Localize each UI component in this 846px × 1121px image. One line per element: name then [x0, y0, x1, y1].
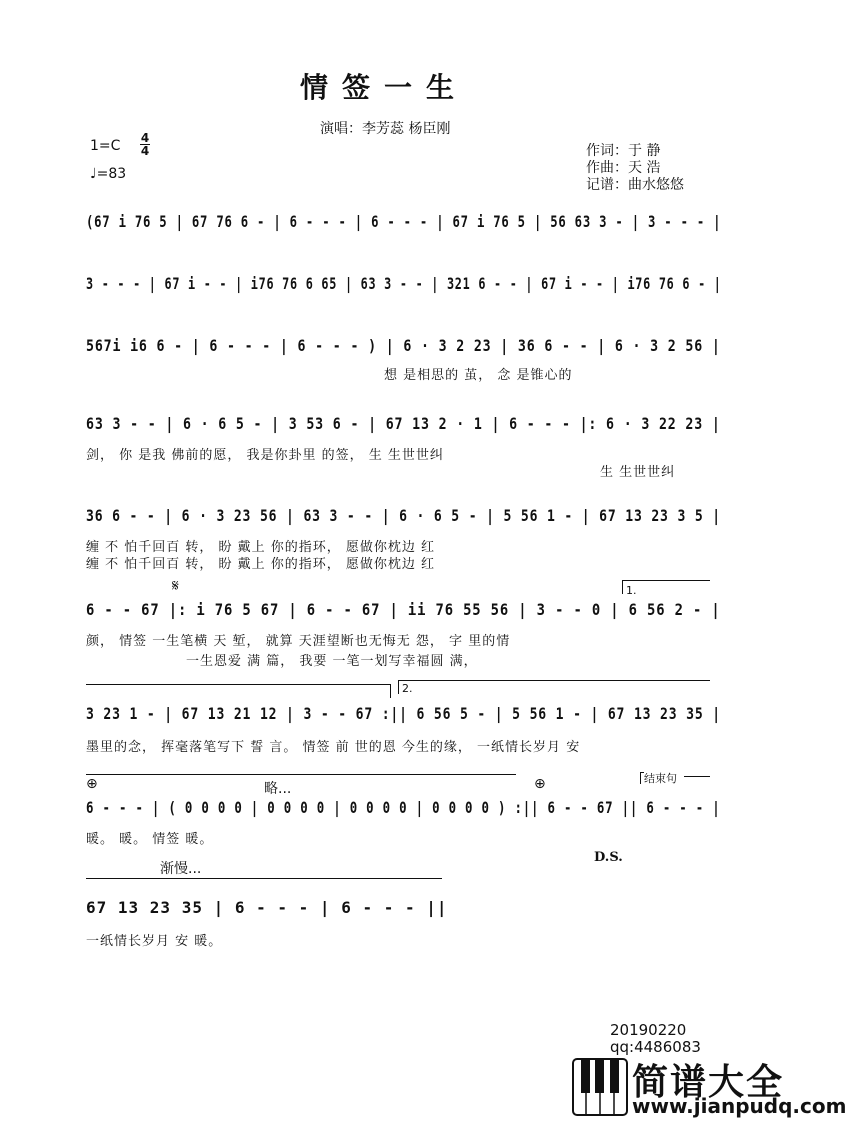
time-bottom: 4 [140, 144, 150, 158]
logo-url: www.jianpudq.com [632, 1094, 846, 1118]
volta-1-label: 1. [626, 584, 637, 597]
ending-bracket-rule [684, 776, 710, 777]
ending-bracket-top [640, 772, 644, 773]
lyric-row-5b: 缠 不 怕千回百 转， 盼 戴上 你的指环， 愿做你枕边 红 [86, 557, 436, 572]
tempo-change-line [86, 878, 442, 879]
logo-text: 简谱大全 [632, 1062, 785, 1103]
piano-keys-icon [572, 1058, 628, 1116]
segno-sign: 𝄋 [172, 576, 179, 595]
tempo-change-marking: 渐慢... [160, 861, 202, 877]
page-title: 情签一生 [300, 71, 469, 104]
volta-1-hook [622, 580, 623, 594]
ending-bracket-left [640, 772, 641, 784]
composer-credit: 作曲：天 浩 [586, 160, 661, 176]
time-top: 4 [140, 131, 150, 145]
lyric-row-7: 墨里的念， 挥毫落笔写下 誓 言。 情签 前 世的恩 今生的缘， 一纸情长岁月 安 [86, 740, 581, 755]
score-row-6: 6 - - 67 |: i 76 5 67 | 6 - - 67 | ii 76 55 56 | 3 - - 0 | 6 56 2 - | [86, 600, 721, 619]
volta-2-label: 2. [402, 682, 413, 695]
date-stamp: 20190220 [610, 1021, 687, 1039]
volta-1-line [622, 580, 710, 581]
score-row-8: 6 - - - | ( 0 0 0 0 | 0 0 0 0 | 0 0 0 0 | 0 0 0 0 ) :|| 6 - - 67 || 6 - - - | [86, 798, 721, 817]
volta-2-line-cont [86, 774, 516, 775]
score-row-9: 67 13 23 35 | 6 - - - | 6 - - - || [86, 898, 448, 917]
score-row-2: 3 - - - | 67 i - - | i76 76 6 65 | 63 3 - - | 321 6 - - | 67 i - - | i76 76 6 - | [86, 274, 722, 293]
singer-line: 演唱：李芳蕊 杨臣刚 [320, 121, 451, 137]
coda-sign-1: ⊕ [86, 776, 98, 792]
lyric-row-9: 一纸情长岁月 安 暖。 [86, 934, 223, 949]
time-signature [140, 132, 150, 157]
volta-2-hook [398, 680, 399, 694]
qq-number: qq:4486083 [610, 1038, 701, 1056]
score-row-4: 63 3 - - | 6 · 6 5 - | 3 53 6 - | 67 13 2 · 1 | 6 - - - |: 6 · 3 22 23 | [86, 414, 721, 433]
lyric-row-4a: 剑， 你 是我 佛前的愿， 我是你卦里 的签， 生 生世世纠 [86, 448, 444, 463]
tempo-marking: ♩=83 [90, 166, 127, 182]
site-logo [572, 1054, 846, 1118]
lyric-row-8: 暖。 暖。 情签 暖。 [86, 832, 214, 847]
score-row-3: 567i i6 6 - | 6 - - - | 6 - - - ) | 6 · 3 2 23 | 36 6 - - | 6 · 3 2 56 | [86, 336, 721, 355]
volta-1-line-cont [86, 684, 390, 685]
volta-2-line [398, 680, 710, 681]
ending-label: 结束句 [644, 772, 677, 785]
ds-marking: D.S. [594, 850, 623, 865]
score-row-7: 3 23 1 - | 67 13 21 12 | 3 - - 67 :|| 6 56 5 - | 5 56 1 - | 67 13 23 35 | [86, 704, 721, 723]
lyric-row-6a: 颜， 情签 一生笔横 天 堑， 就算 天涯望断也无悔无 怨， 字 里的情 [86, 634, 511, 649]
transcriber-credit: 记谱：曲水悠悠 [586, 177, 684, 193]
lyric-row-5a: 缠 不 怕千回百 转， 盼 戴上 你的指环， 愿做你枕边 红 [86, 540, 436, 555]
score-row-1: (67 i 76 5 | 67 76 6 - | 6 - - - | 6 - - - | 67 i 76 5 | 56 63 3 - | 3 - - - | [86, 212, 722, 231]
key-signature: 1=C [90, 138, 121, 154]
lyric-row-4b: 生 生世世纠 [600, 465, 676, 480]
lyric-row-3: 想 是相思的 茧， 念 是锥心的 [384, 368, 573, 383]
coda-sign-2: ⊕ [534, 776, 546, 792]
lyric-row-6b: 一生恩爱 满 篇， 我要 一笔一划写幸福圆 满， [186, 654, 478, 669]
omit-marking: 略... [264, 781, 292, 797]
volta-1-end-hook [390, 684, 391, 698]
score-row-5: 36 6 - - | 6 · 3 23 56 | 63 3 - - | 6 · 6 5 - | 5 56 1 - | 67 13 23 3 5 | [86, 506, 721, 525]
lyricist-credit: 作词：于 静 [586, 143, 661, 159]
